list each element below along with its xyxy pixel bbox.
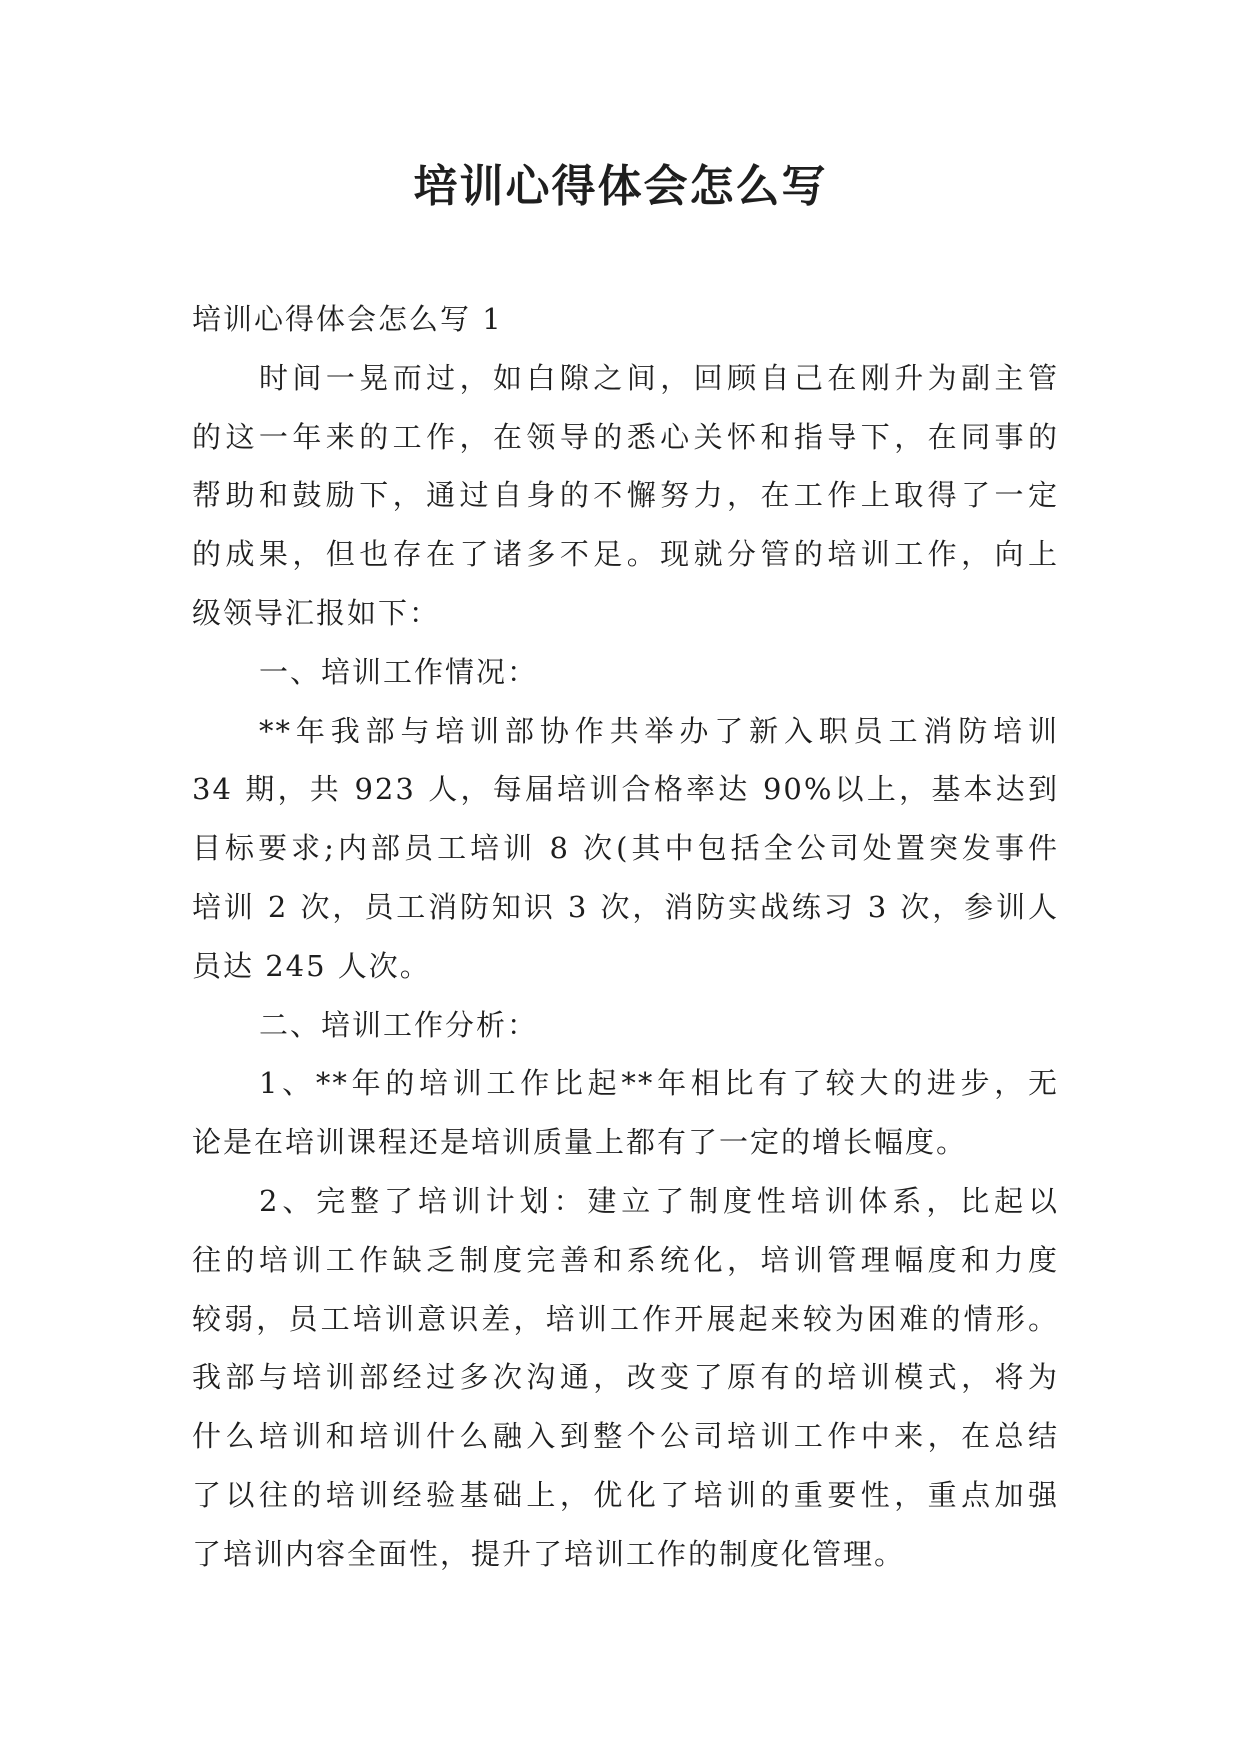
paragraph-line: 论是在培训课程还是培训质量上都有了一定的增长幅度。 — [192, 1125, 968, 1160]
document-body — [192, 290, 1059, 1584]
paragraph-line: 我部与培训部经过多次沟通，改变了原有的培训模式，将为 — [192, 1360, 1059, 1395]
paragraph-line: **年我部与培训部协作共举办了新入职员工消防培训 — [259, 713, 1059, 748]
paragraph — [192, 349, 1059, 643]
paragraph-line: 级领导汇报如下： — [192, 595, 441, 630]
paragraph-line: 帮助和鼓励下，通过自身的不懈努力，在工作上取得了一定 — [192, 478, 1059, 513]
paragraph-line: 的这一年来的工作，在领导的悉心关怀和指导下，在同事的 — [192, 419, 1059, 454]
paragraph-line: 员达 245 人次。 — [192, 948, 431, 983]
paragraph-line: 较弱，员工培训意识差，培训工作开展起来较为困难的情形。 — [192, 1301, 1059, 1336]
paragraph-line: 34 期，共 923 人，每届培训合格率达 90%以上，基本达到 — [192, 772, 1059, 807]
subheading-training-analysis: 二、培训工作分析： — [259, 1007, 539, 1042]
paragraph-line: 培训 2 次，员工消防知识 3 次，消防实战练习 3 次，参训人 — [192, 889, 1059, 924]
paragraph-line: 的成果，但也存在了诸多不足。现就分管的培训工作，向上 — [192, 537, 1059, 572]
paragraph-line: 了以往的培训经验基础上，优化了培训的重要性，重点加强 — [192, 1477, 1059, 1512]
paragraph — [192, 1054, 1059, 1172]
paragraph-line: 1、**年的培训工作比起**年相比有了较大的进步，无 — [259, 1066, 1059, 1101]
subheading-training-status: 一、培训工作情况： — [259, 654, 539, 689]
paragraph — [192, 1172, 1059, 1584]
paragraph-line: 了培训内容全面性，提升了培训工作的制度化管理。 — [192, 1536, 906, 1571]
section-heading: 培训心得体会怎么写 1 — [192, 302, 503, 336]
paragraph — [192, 643, 1059, 702]
paragraph-line: 目标要求;内部员工培训 8 次(其中包括全公司处置突发事件 — [192, 831, 1059, 866]
paragraph-line: 什么培训和培训什么融入到整个公司培训工作中来，在总结 — [192, 1419, 1059, 1454]
paragraph-line: 往的培训工作缺乏制度完善和系统化，培训管理幅度和力度 — [192, 1242, 1059, 1277]
paragraph-line: 2、完整了培训计划：建立了制度性培训体系，比起以 — [259, 1183, 1059, 1218]
document-title: 培训心得体会怎么写 — [413, 161, 828, 212]
paragraph — [192, 996, 1059, 1055]
paragraph — [192, 702, 1059, 996]
paragraph-line: 时间一晃而过，如白隙之间，回顾自己在刚升为副主管 — [259, 360, 1059, 395]
